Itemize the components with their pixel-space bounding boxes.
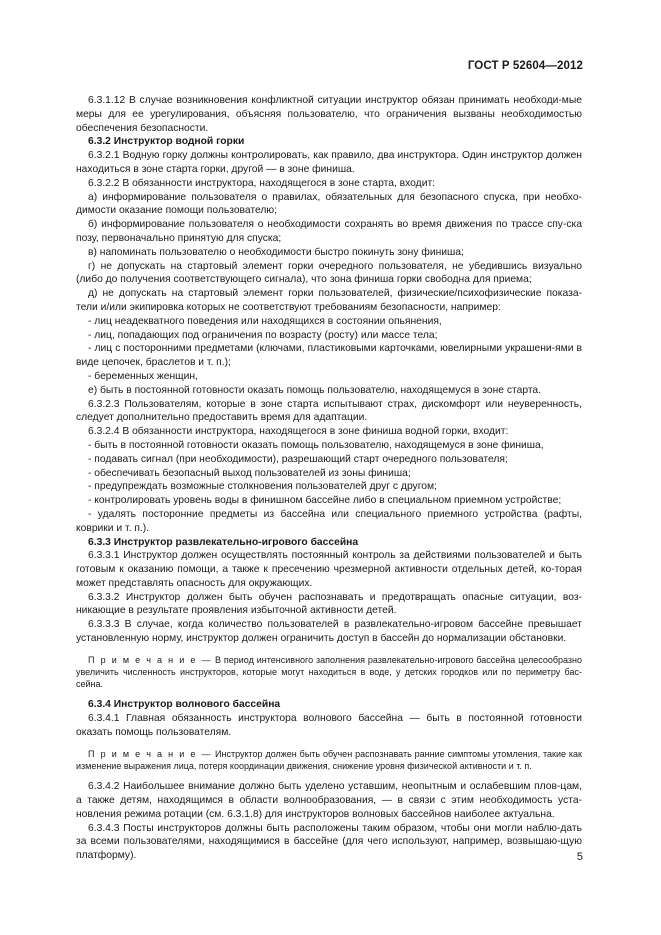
list-item-a: а) информирование пользователя о правилах, обязательных для безопасного спуска, при необхо-димости оказание помощи пользователю; [76, 191, 582, 217]
list-item-dash: - предупреждать возможные столкновения пользователей друг с другом; [88, 481, 437, 493]
note-text: В период интенсивного заполнения развлекательно-игрового бассейна целесообразно увеличить численность инструкторов, которые могут находиться в воде, у детских городков или по периметру бас-сейна. [76, 654, 582, 690]
paragraph-6-3-1-12: 6.3.1.12 В случае возникновения конфликтной ситуации инструктор обязан принимать необходи-мые меры для ее урегулирования, объясняя пользователю, что ограничения вызваны необходимостью обеспечения безопасности. [76, 95, 582, 134]
paragraph-6-3-4-1: 6.3.4.1 Главная обязанность инструктора волнового бассейна — быть в постоянной готовности оказать помощь пользователям. [76, 713, 582, 739]
list-item-dash: - обеспечивать безопасный выход пользователей из зоны финиша; [88, 467, 411, 479]
paragraph-6-3-2-3: 6.3.2.3 Пользователям, которые в зоне старта испытывают страх, дискомфорт или неуверенность, следует дополнительно предоставить время для адаптации. [76, 398, 582, 424]
list-item-g: г) не допускать на стартовый элемент горки очередного пользователя, не убедившись визуально (либо до получения соответствующего сигнала), что зона финиша горки свободна для приема; [76, 260, 582, 286]
page-number: 5 [576, 851, 583, 863]
list-item-dash: - беременных женщин, [88, 370, 198, 382]
note-label: П р и м е ч а н и е — [88, 748, 213, 759]
list-item-dash: - быть в постоянной готовности оказать помощь пользователю, находящемуся в зоне финиша, [88, 439, 544, 451]
note-6-3-4 [76, 748, 582, 772]
list-item-e: е) быть в постоянной готовности оказать помощь пользователю, находящемуся в зоне старта. [88, 384, 542, 396]
paragraph-6-3-2-1: 6.3.2.1 Водную горку должны контролировать, как правило, два инструктора. Один инструктор должен находиться в зоне старта горки, другой — в зоне финиша. [76, 150, 582, 175]
list-item-dash: - удалять посторонние предметы из бассейна или специального приемного устройства (рафты, коврики и т. п.). [76, 508, 582, 534]
list-item-dash: - подавать сигнал (при необходимости), разрешающий старт очередного пользователя; [88, 453, 508, 465]
list-item-dash: - лиц, попадающих под ограничения по возрасту (росту) или массе тела; [88, 329, 438, 341]
section-heading-6-3-3: 6.3.3 Инструктор развлекательно-игрового бассейна [88, 536, 359, 548]
paragraph-6-3-3-3: 6.3.3.3 В случае, когда количество пользователей в развлекательно-игровом бассейне превышает установленную норму, инструктор должен ограничить доступ в бассейн до нормализации обстановки. [76, 619, 582, 645]
section-heading-6-3-4: 6.3.4 Инструктор волнового бассейна [88, 699, 281, 711]
document-body [76, 94, 582, 863]
section-heading-6-3-2: 6.3.2 Инструктор водной горки [88, 136, 245, 148]
list-item-v: в) напоминать пользователю о необходимости быстро покинуть зону финиша; [88, 246, 464, 258]
note-6-3-3 [76, 654, 582, 691]
paragraph-6-3-3-2: 6.3.3.2 Инструктор должен быть обучен распознавать и предотвращать опасные ситуации, воз-никающие в результате проявления избыточной активности детей. [76, 591, 582, 617]
paragraph-6-3-4-2: 6.3.4.2 Наибольшее внимание должно быть уделено уставшим, неопытным и ослабевшим плов-цам, а также детям, находящимся в области волнообразования, — в связи с этим необходимость уста-новления режима ротации (см. 6.3.1.8) для инструкторов волновых бассейнов наиболее актуальна. [76, 781, 582, 820]
paragraph-6-3-4-3: 6.3.4.3 Посты инструкторов должны быть расположены таким образом, чтобы они могли наблю-дать за всеми пользователями, находящимися в бассейне (для чего используют, например, возвышаю-щую платформу). [76, 822, 582, 862]
paragraph-6-3-2-4: 6.3.2.4 В обязанности инструктора, находящегося в зоне финиша водной горки, входит: [88, 426, 509, 438]
list-item-b: б) информирование пользователя о необходимости сохранять во время движения по трассе спу-ска позу, первоначально принятую для спуска; [76, 219, 582, 244]
paragraph-6-3-2-2: 6.3.2.2 В обязанности инструктора, находящегося в зоне старта, входит: [88, 177, 436, 189]
standard-code-header: ГОСТ Р 52604—2012 [467, 60, 583, 72]
note-label: П р и м е ч а н и е — [88, 654, 213, 665]
list-item-dash: - контролировать уровень воды в финишном бассейне либо в специальном приемном устройстве; [88, 495, 562, 507]
paragraph-6-3-3-1: 6.3.3.1 Инструктор должен осуществлять постоянный контроль за действиями пользователей и быть готовым к оказанию помощи, а также к пресечению чрезмерной активности отдельных детей, ко-торая может представлять опасность для окружающих. [76, 550, 582, 589]
list-item-dash: - лиц неадекватного поведения или находящихся в состоянии опьянения, [88, 315, 442, 327]
list-item-dash: - лиц с посторонними предметами (ключами, пластиковыми карточками, ювелирными украшени-ями в виде цепочек, браслетов и т. п.); [76, 343, 582, 369]
note-text: Инструктор должен быть обучен распознавать ранние симптомы утомления, такие как изменение выражения лица, потеря координации движения, снижение уровня физической активности и т. п. [76, 748, 582, 772]
list-item-d: д) не допускать на стартовый элемент горки пользователей, физические/психофизические показа-тели и/или экипировка которых не соответствуют требованиям безопасности, например: [76, 288, 582, 313]
